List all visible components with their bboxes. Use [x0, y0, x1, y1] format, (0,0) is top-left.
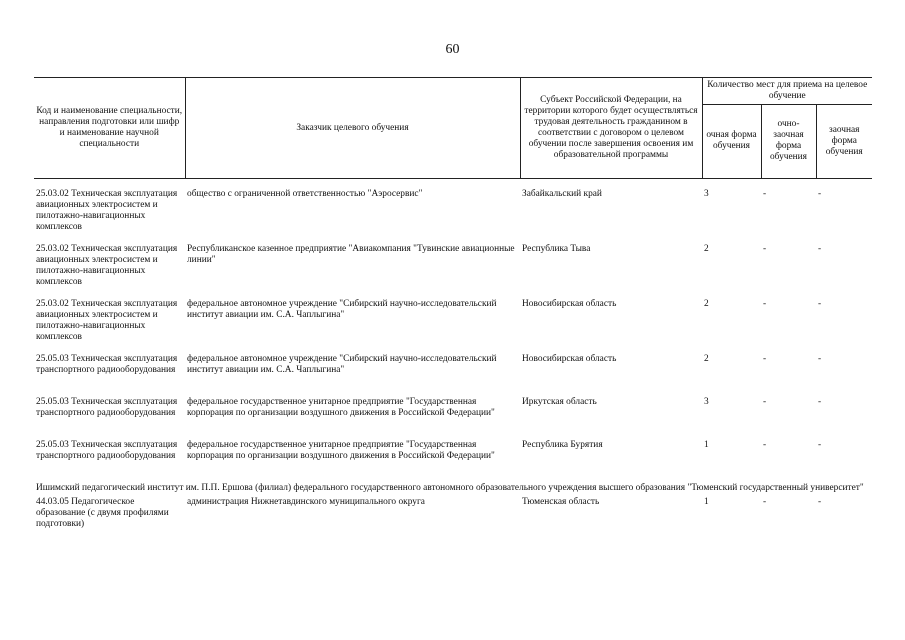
cell-code: 25.03.02 Техническая эксплуатация авиационных электросистем и пилотажно-навигационных комплексов	[36, 299, 178, 342]
cell-correspondence: -	[818, 354, 822, 364]
header-correspondence: заочная форма обучения	[816, 104, 872, 178]
cell-code: 25.03.02 Техническая эксплуатация авиационных электросистем и пилотажно-навигационных комплексов	[36, 189, 178, 232]
section-title: Ишимский педагогический институт им. П.П. Ершова (филиал) федерального государственного автономного образовательного учреждения высшего образования "Тюменский государственный университет"	[36, 483, 864, 493]
cell-code: 25.05.03 Техническая эксплуатация транспортного радиооборудования	[36, 354, 178, 375]
cell-code: 25.03.02 Техническая эксплуатация авиационных электросистем и пилотажно-навигационных комплексов	[36, 244, 178, 287]
cell-part-time: -	[763, 440, 767, 450]
cell-code: 44.03.05 Педагогическое образование (с двумя профилями подготовки)	[36, 497, 169, 529]
cell-region: Республика Бурятия	[522, 440, 603, 450]
header-region: Субъект Российской Федерации, на территории которого будет осуществляться трудовая деятельность гражданином в соответствии с договором о целевом обучении после завершения освоения им образовательной программы	[520, 78, 702, 179]
cell-full-time: 3	[704, 397, 709, 407]
cell-customer: администрация Нижнетавдинского муниципального округа	[187, 497, 425, 507]
cell-region: Новосибирская область	[522, 299, 617, 309]
cell-correspondence: -	[818, 299, 822, 309]
cell-part-time: -	[763, 189, 767, 199]
cell-region: Забайкальский край	[522, 189, 602, 199]
cell-correspondence: -	[818, 189, 822, 199]
table-row	[34, 187, 872, 242]
cell-full-time: 2	[704, 354, 709, 364]
cell-correspondence: -	[818, 244, 822, 254]
cell-customer: федеральное автономное учреждение "Сибирский научно-исследовательский институт авиации им. С.А. Чаплыгина"	[187, 354, 497, 375]
cell-code: 25.05.03 Техническая эксплуатация транспортного радиооборудования	[36, 397, 178, 418]
cell-correspondence: -	[818, 440, 822, 450]
page-number: 60	[445, 42, 460, 57]
header-part-time: очно-заочная форма обучения	[761, 104, 816, 178]
cell-region: Иркутская область	[522, 397, 597, 407]
cell-full-time: 1	[704, 440, 709, 450]
table-row	[34, 495, 872, 539]
cell-customer: федеральное автономное учреждение "Сибирский научно-исследовательский институт авиации им. С.А. Чаплыгина"	[187, 299, 497, 320]
cell-code: 25.05.03 Техническая эксплуатация транспортного радиооборудования	[36, 440, 178, 461]
cell-part-time: -	[763, 497, 767, 507]
section-title-row	[34, 481, 872, 495]
cell-region: Республика Тыва	[522, 244, 591, 254]
cell-part-time: -	[763, 354, 767, 364]
admission-table	[34, 77, 872, 539]
table-row	[34, 438, 872, 481]
cell-part-time: -	[763, 397, 767, 407]
cell-full-time: 2	[704, 244, 709, 254]
table-row	[34, 242, 872, 297]
cell-customer: Республиканское казенное предприятие "Авиакомпания "Тувинские авиационные линии"	[187, 244, 515, 265]
cell-region: Новосибирская область	[522, 354, 617, 364]
cell-customer: федеральное государственное унитарное предприятие "Государственная корпорация по организации воздушного движения в Российской Федерации"	[187, 440, 495, 461]
cell-customer: общество с ограниченной ответственностью "Аэросервис"	[187, 189, 423, 199]
header-customer: Заказчик целевого обучения	[185, 78, 520, 179]
cell-full-time: 1	[704, 497, 709, 507]
table-row	[34, 395, 872, 438]
table-row	[34, 297, 872, 352]
table-row	[34, 352, 872, 395]
cell-customer: федеральное государственное унитарное предприятие "Государственная корпорация по организации воздушного движения в Российской Федерации"	[187, 397, 495, 418]
cell-correspondence: -	[818, 397, 822, 407]
cell-correspondence: -	[818, 497, 822, 507]
cell-full-time: 3	[704, 189, 709, 199]
cell-full-time: 2	[704, 299, 709, 309]
header-places: Количество мест для приема на целевое обучение	[702, 78, 872, 105]
cell-part-time: -	[763, 299, 767, 309]
cell-region: Тюменская область	[522, 497, 600, 507]
header-full-time: очная форма обучения	[702, 104, 761, 178]
header-code: Код и наименование специальности, направления подготовки или шифр и наименование научной специальности	[34, 78, 185, 179]
cell-part-time: -	[763, 244, 767, 254]
